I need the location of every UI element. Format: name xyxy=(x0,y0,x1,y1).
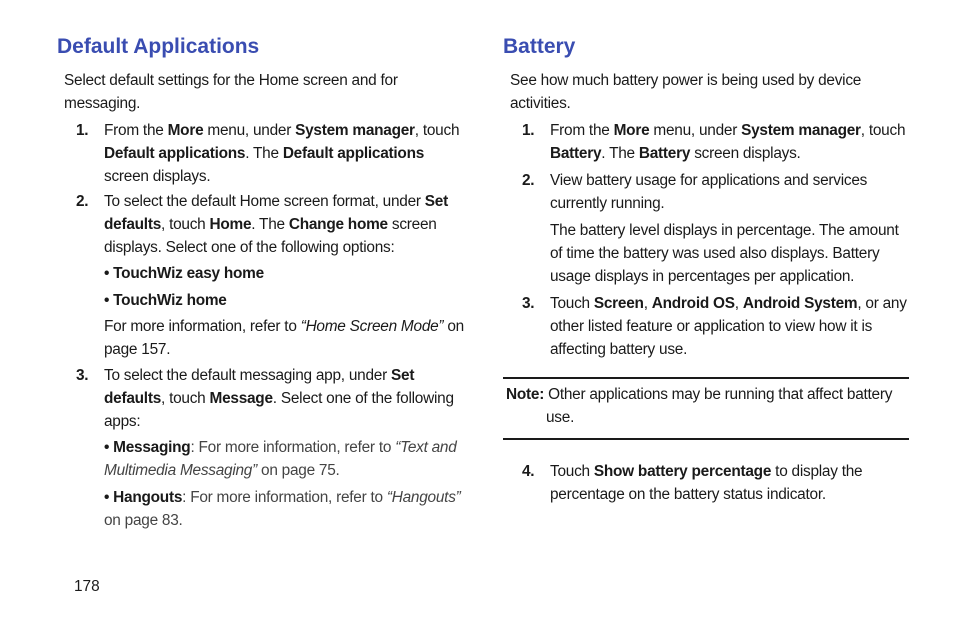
battery-level-info: The battery level displays in percentage. The amount of time the battery was used also displays. Battery usage displays in percentages per application. xyxy=(550,222,899,285)
bold-term: More xyxy=(167,122,204,139)
right-column xyxy=(503,34,909,508)
cross-reference: “Home Screen Mode” xyxy=(300,318,444,335)
text: to display the percentage on the battery status indicator. xyxy=(550,463,863,503)
bold-term: Default applications xyxy=(282,145,425,162)
text: menu, under xyxy=(203,122,296,139)
bold-term: Hangouts xyxy=(113,489,183,506)
bold-term: Messaging xyxy=(113,439,191,456)
text: on page 83. xyxy=(104,512,183,529)
bullet-dot: • xyxy=(104,439,114,456)
step-number: 3. xyxy=(522,295,535,312)
text: on page 157. xyxy=(104,318,464,358)
heading-battery: Battery xyxy=(503,35,576,58)
bold-term: Show battery percentage xyxy=(593,463,772,480)
step-number: 1. xyxy=(522,122,535,139)
bold-term: Set defaults xyxy=(104,367,415,407)
step-1 xyxy=(503,119,909,165)
text: , touch xyxy=(161,216,210,233)
text: screen displays. xyxy=(104,168,211,185)
bold-term: Android OS xyxy=(651,295,735,312)
bold-term: Home xyxy=(209,216,252,233)
bold-term: Default applications xyxy=(104,145,246,162)
text: . The xyxy=(251,216,289,233)
heading-default-applications: Default Applications xyxy=(57,35,260,58)
option-hangouts xyxy=(57,486,467,532)
bold-term: System manager xyxy=(741,122,861,139)
step-1 xyxy=(57,119,467,188)
step-2 xyxy=(503,169,909,215)
bold-term: Message xyxy=(209,390,273,407)
bold-term: • TouchWiz home xyxy=(104,292,227,309)
bold-term: Battery xyxy=(550,145,602,162)
text: Touch xyxy=(550,295,594,312)
step-number: 2. xyxy=(522,172,535,189)
text: Other applications may be running that affect battery use. xyxy=(544,386,893,426)
bold-term: More xyxy=(613,122,650,139)
option-touchwiz-easy-home xyxy=(57,262,467,285)
text: menu, under xyxy=(649,122,742,139)
text: , xyxy=(734,295,743,312)
text: on page 75. xyxy=(257,462,340,479)
text: From the xyxy=(104,122,168,139)
step-number: 1. xyxy=(76,122,89,139)
step-number: 3. xyxy=(76,367,89,384)
step-2 xyxy=(57,190,467,259)
text: . The xyxy=(245,145,283,162)
text: , xyxy=(643,295,652,312)
option-messaging xyxy=(57,436,467,482)
intro-text: See how much battery power is being used by device activities. xyxy=(510,72,862,112)
page-number: 178 xyxy=(74,578,100,595)
note-label: Note: xyxy=(506,386,545,403)
bold-term: Screen xyxy=(593,295,644,312)
bold-term: Battery xyxy=(638,145,691,162)
text: . The xyxy=(601,145,639,162)
text: To select the default Home screen format, under xyxy=(104,193,425,210)
text: , touch xyxy=(414,122,460,139)
step-4 xyxy=(503,460,909,506)
text: , touch xyxy=(860,122,906,139)
step-3 xyxy=(503,292,909,361)
note-text xyxy=(506,383,909,429)
text: . Select one of the following apps: xyxy=(104,390,454,430)
text: For more information, refer to xyxy=(104,318,301,335)
text: screen displays. xyxy=(690,145,801,162)
bold-term: Set defaults xyxy=(104,193,448,233)
text: From the xyxy=(550,122,614,139)
step-number: 2. xyxy=(76,193,89,210)
bold-term: Change home xyxy=(288,216,388,233)
more-info-home-screen-mode xyxy=(57,315,467,361)
text: View battery usage for applications and services currently running. xyxy=(550,172,868,212)
intro-text: Select default settings for the Home screen and for messaging. xyxy=(64,72,398,112)
bold-term: System manager xyxy=(295,122,415,139)
note-box xyxy=(503,377,909,440)
left-column xyxy=(57,34,467,532)
cross-reference: “Text and Multimedia Messaging” xyxy=(104,439,457,479)
step-3 xyxy=(57,364,467,433)
step-number: 4. xyxy=(522,463,535,480)
text: , or any other listed feature or application to view how it is affecting battery use. xyxy=(550,295,907,358)
bold-term: Android System xyxy=(742,295,858,312)
text: , touch xyxy=(161,390,210,407)
bold-term: • TouchWiz easy home xyxy=(104,265,264,282)
bullet-dot: • xyxy=(104,489,114,506)
text: To select the default messaging app, under xyxy=(104,367,391,384)
option-touchwiz-home xyxy=(57,289,467,312)
text: : For more information, refer to xyxy=(190,439,396,456)
text: Touch xyxy=(550,463,594,480)
text: : For more information, refer to xyxy=(182,489,387,506)
cross-reference: “Hangouts” xyxy=(386,489,461,506)
text: screen displays. Select one of the following options: xyxy=(104,216,437,256)
